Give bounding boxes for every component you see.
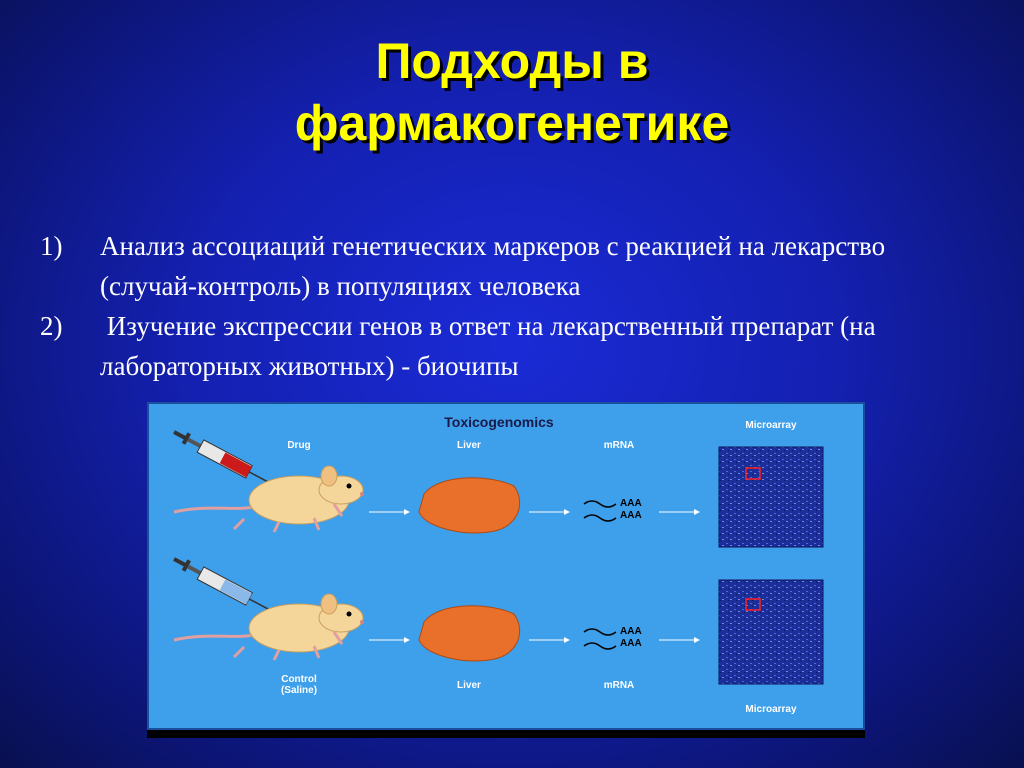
toxicogenomics-figure	[147, 402, 865, 730]
microarray-label: Microarray	[745, 420, 797, 431]
figure-title: Toxicogenomics	[444, 414, 554, 430]
liver-label: Liver	[457, 680, 481, 691]
list-text: Анализ ассоциаций генетических маркеров с реакцией на лекарство (случай-контроль) в популяциях человека	[100, 231, 886, 301]
mrna-label: mRNA	[603, 680, 635, 691]
approaches-list	[40, 226, 960, 386]
liver-label: Liver	[457, 440, 481, 451]
liver-shape	[419, 478, 520, 533]
figure-shadow	[147, 730, 865, 738]
figure-illustration	[149, 404, 865, 730]
mrna-label: mRNA	[603, 440, 635, 451]
drug-label: Drug	[287, 440, 311, 451]
poly-a-label: AAA	[620, 510, 642, 521]
mouse-icon	[174, 594, 364, 660]
list-item	[40, 306, 960, 386]
list-number: 2)	[40, 311, 63, 341]
liver-shape	[419, 606, 520, 661]
microarray-chip	[719, 580, 823, 684]
poly-a-label: AAA	[620, 638, 642, 649]
list-item	[40, 226, 960, 306]
microarray-chip	[719, 447, 823, 547]
mouse-icon	[174, 466, 364, 532]
title-line-2: фармакогенетике	[294, 95, 730, 151]
list-number: 1)	[40, 231, 63, 261]
control-label: Control (Saline)	[280, 674, 318, 696]
title-line-1: Подходы в	[375, 33, 649, 89]
list-text: Изучение экспрессии генов в ответ на лекарственный препарат (на лабораторных животных) - биочипы	[100, 311, 883, 381]
page-title	[0, 30, 1024, 154]
poly-a-label: AAA	[620, 626, 642, 637]
microarray-label: Microarray	[745, 704, 797, 715]
poly-a-label: AAA	[620, 498, 642, 509]
